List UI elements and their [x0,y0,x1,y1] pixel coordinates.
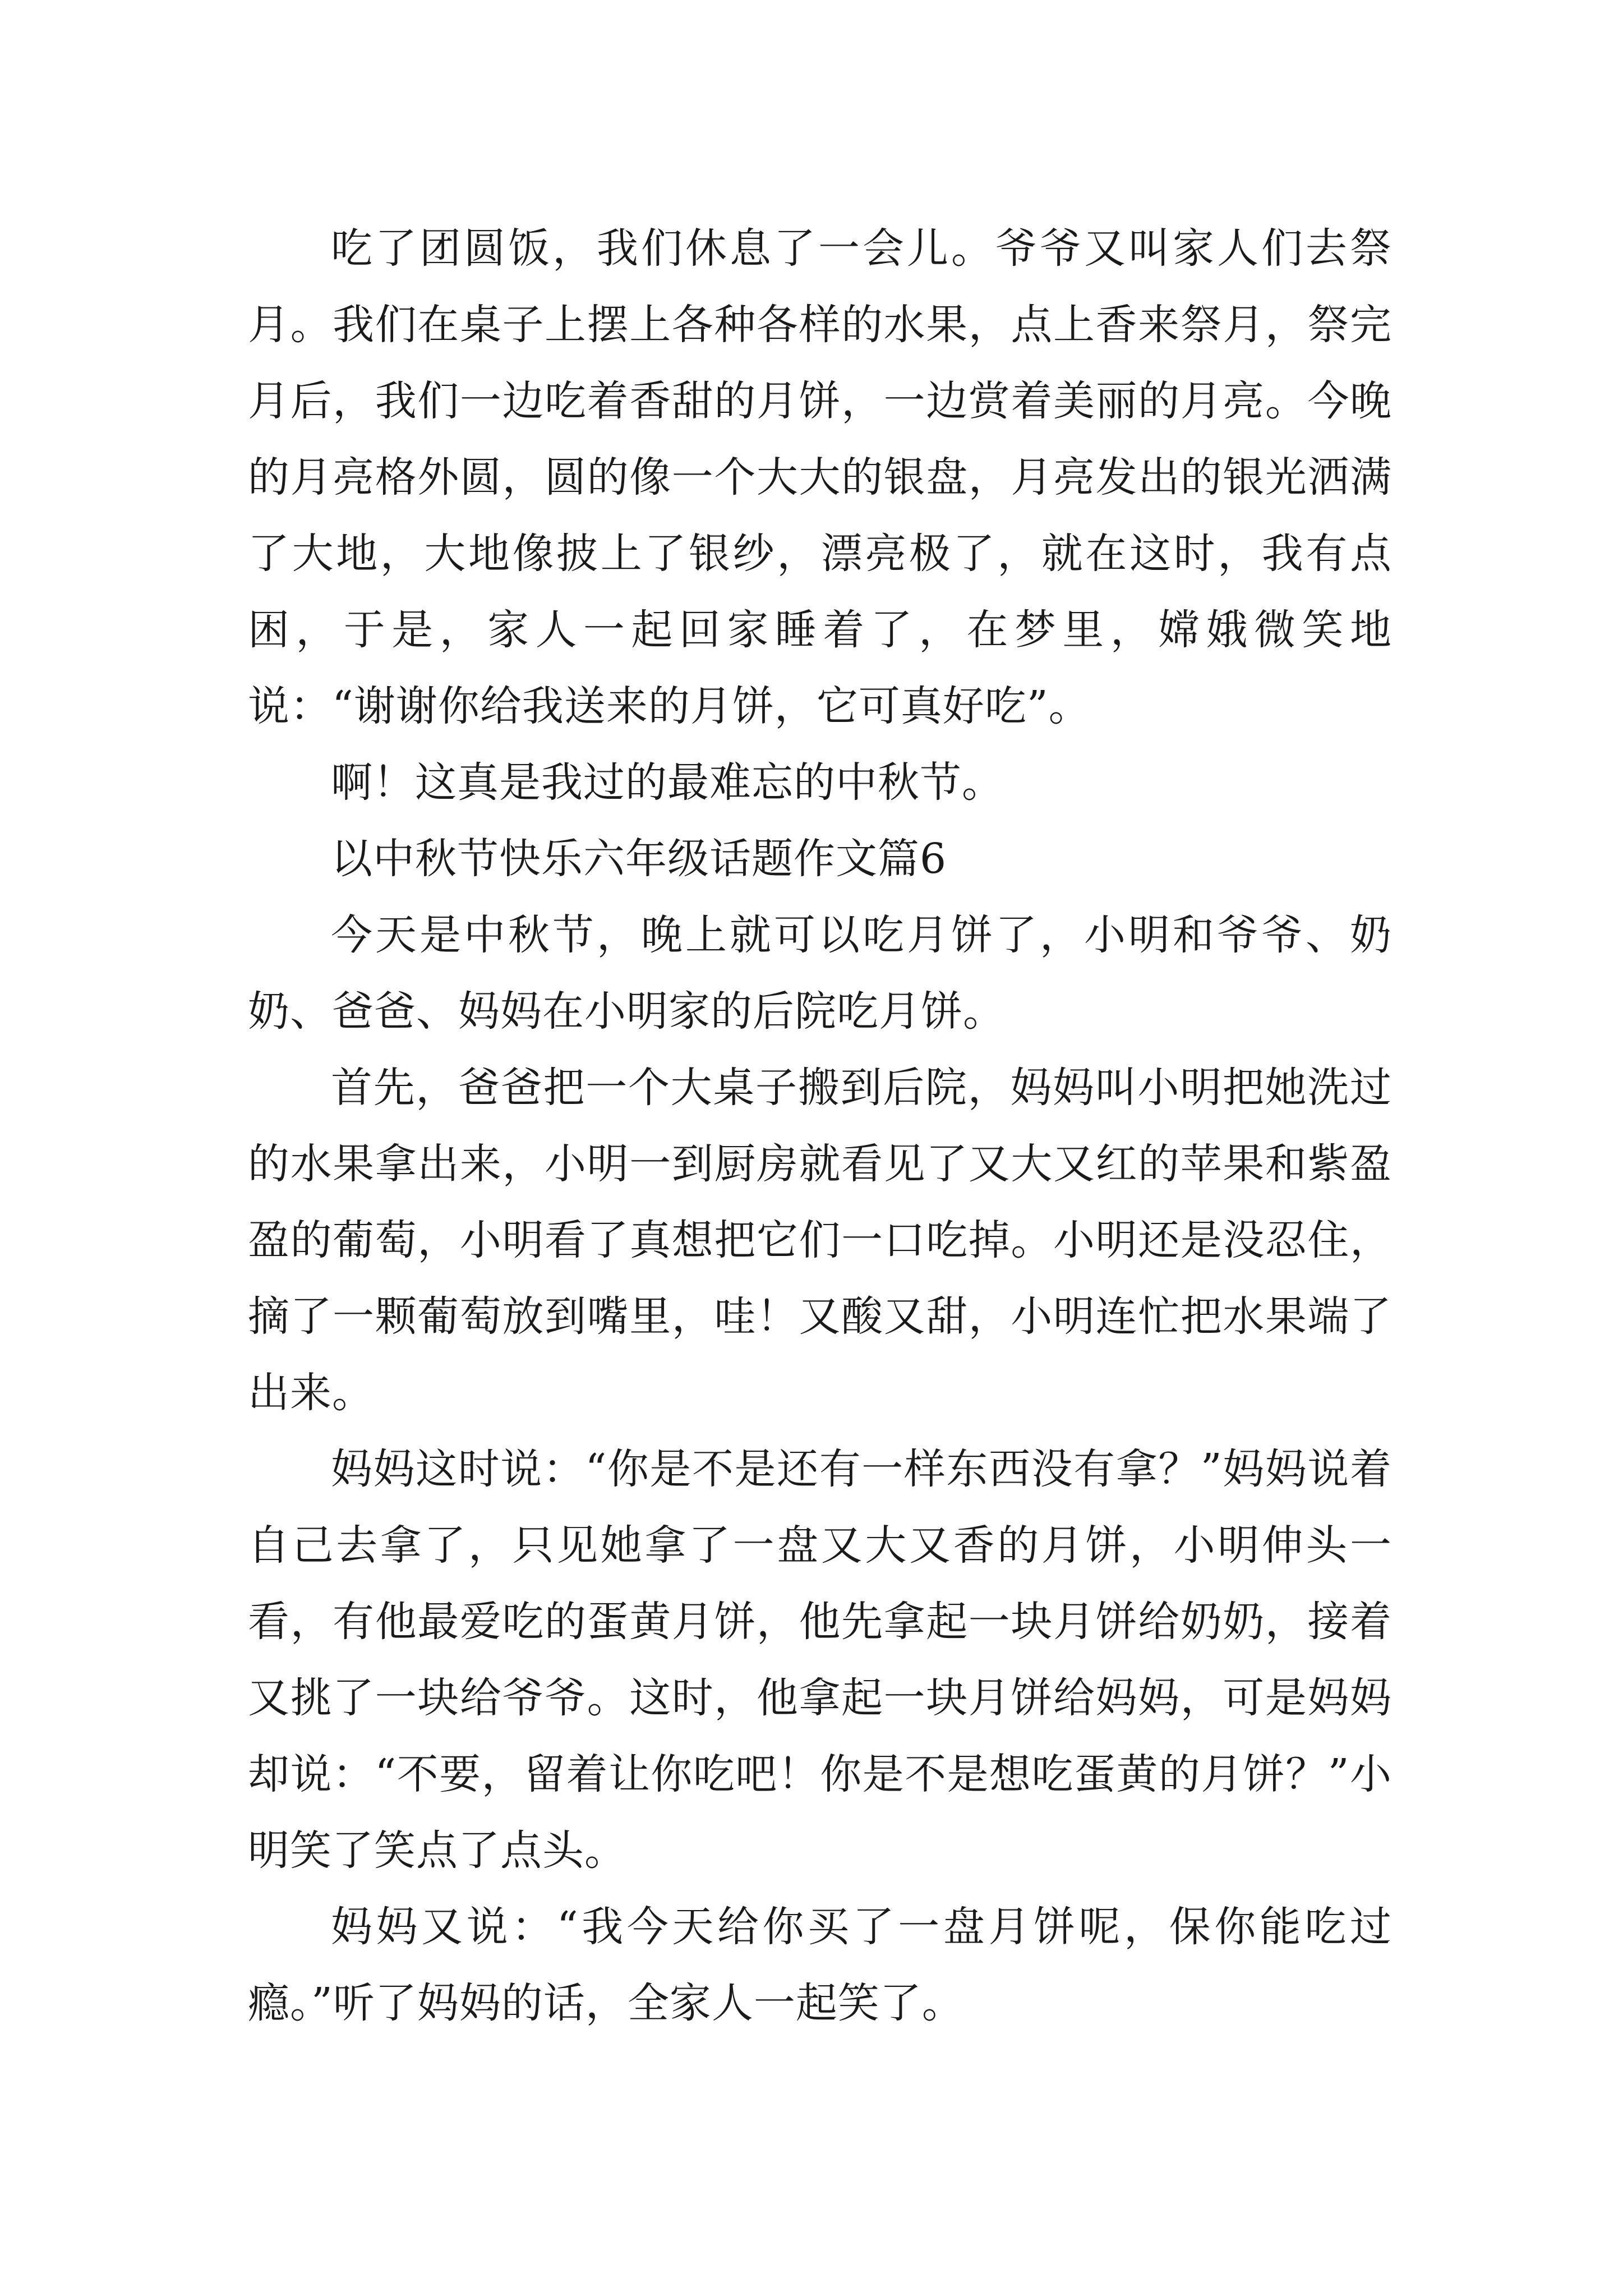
paragraph: 妈妈这时说：“你是不是还有一样东西没有拿？”妈妈说着自己去拿了，只见她拿了一盘又大又香的月饼，小明伸头一看，有他最爱吃的蛋黄月饼，他先拿起一块月饼给奶奶，接着又挑了一块给爷爷。这时，他拿起一块月饼给妈妈，可是妈妈却说：“不要，留着让你吃吧！你是不是想吃蛋黄的月饼？”小明笑了笑点了点头。 [248,1445,1392,1875]
paragraph: 首先，爸爸把一个大桌子搬到后院，妈妈叫小明把她洗过的水果拿出来，小明一到厨房就看见了又大又红的苹果和紫盈盈的葡萄，小明看了真想把它们一口吃掉。小明还是没忍住，摘了一颗葡萄放到嘴里，哇！又酸又甜，小明连忙把水果端了出来。 [248,1064,1392,1417]
essay-heading: 以中秋节快乐六年级话题作文篇6 [331,835,947,883]
paragraph: 啊！这真是我过的最难忘的中秋节。 [331,758,1004,807]
essay-body [248,210,1392,2041]
paragraph: 今天是中秋节，晚上就可以吃月饼了，小明和爷爷、奶奶、爸爸、妈妈在小明家的后院吃月饼。 [248,911,1392,1036]
paragraph: 妈妈又说：“我今天给你买了一盘月饼呢，保你能吃过瘾。”听了妈妈的话，全家人一起笑了。 [248,1903,1392,2027]
paragraph: 吃了团圆饭，我们休息了一会儿。爷爷又叫家人们去祭月。我们在桌子上摆上各种各样的水果，点上香来祭月，祭完月后，我们一边吃着香甜的月饼，一边赏着美丽的月亮。今晚的月亮格外圆，圆的像一个大大的银盘，月亮发出的银光洒满了大地，大地像披上了银纱，漂亮极了，就在这时，我有点困，于是，家人一起回家睡着了，在梦里，嫦娥微笑地说：“谢谢你给我送来的月饼，它可真好吃”。 [248,224,1392,730]
